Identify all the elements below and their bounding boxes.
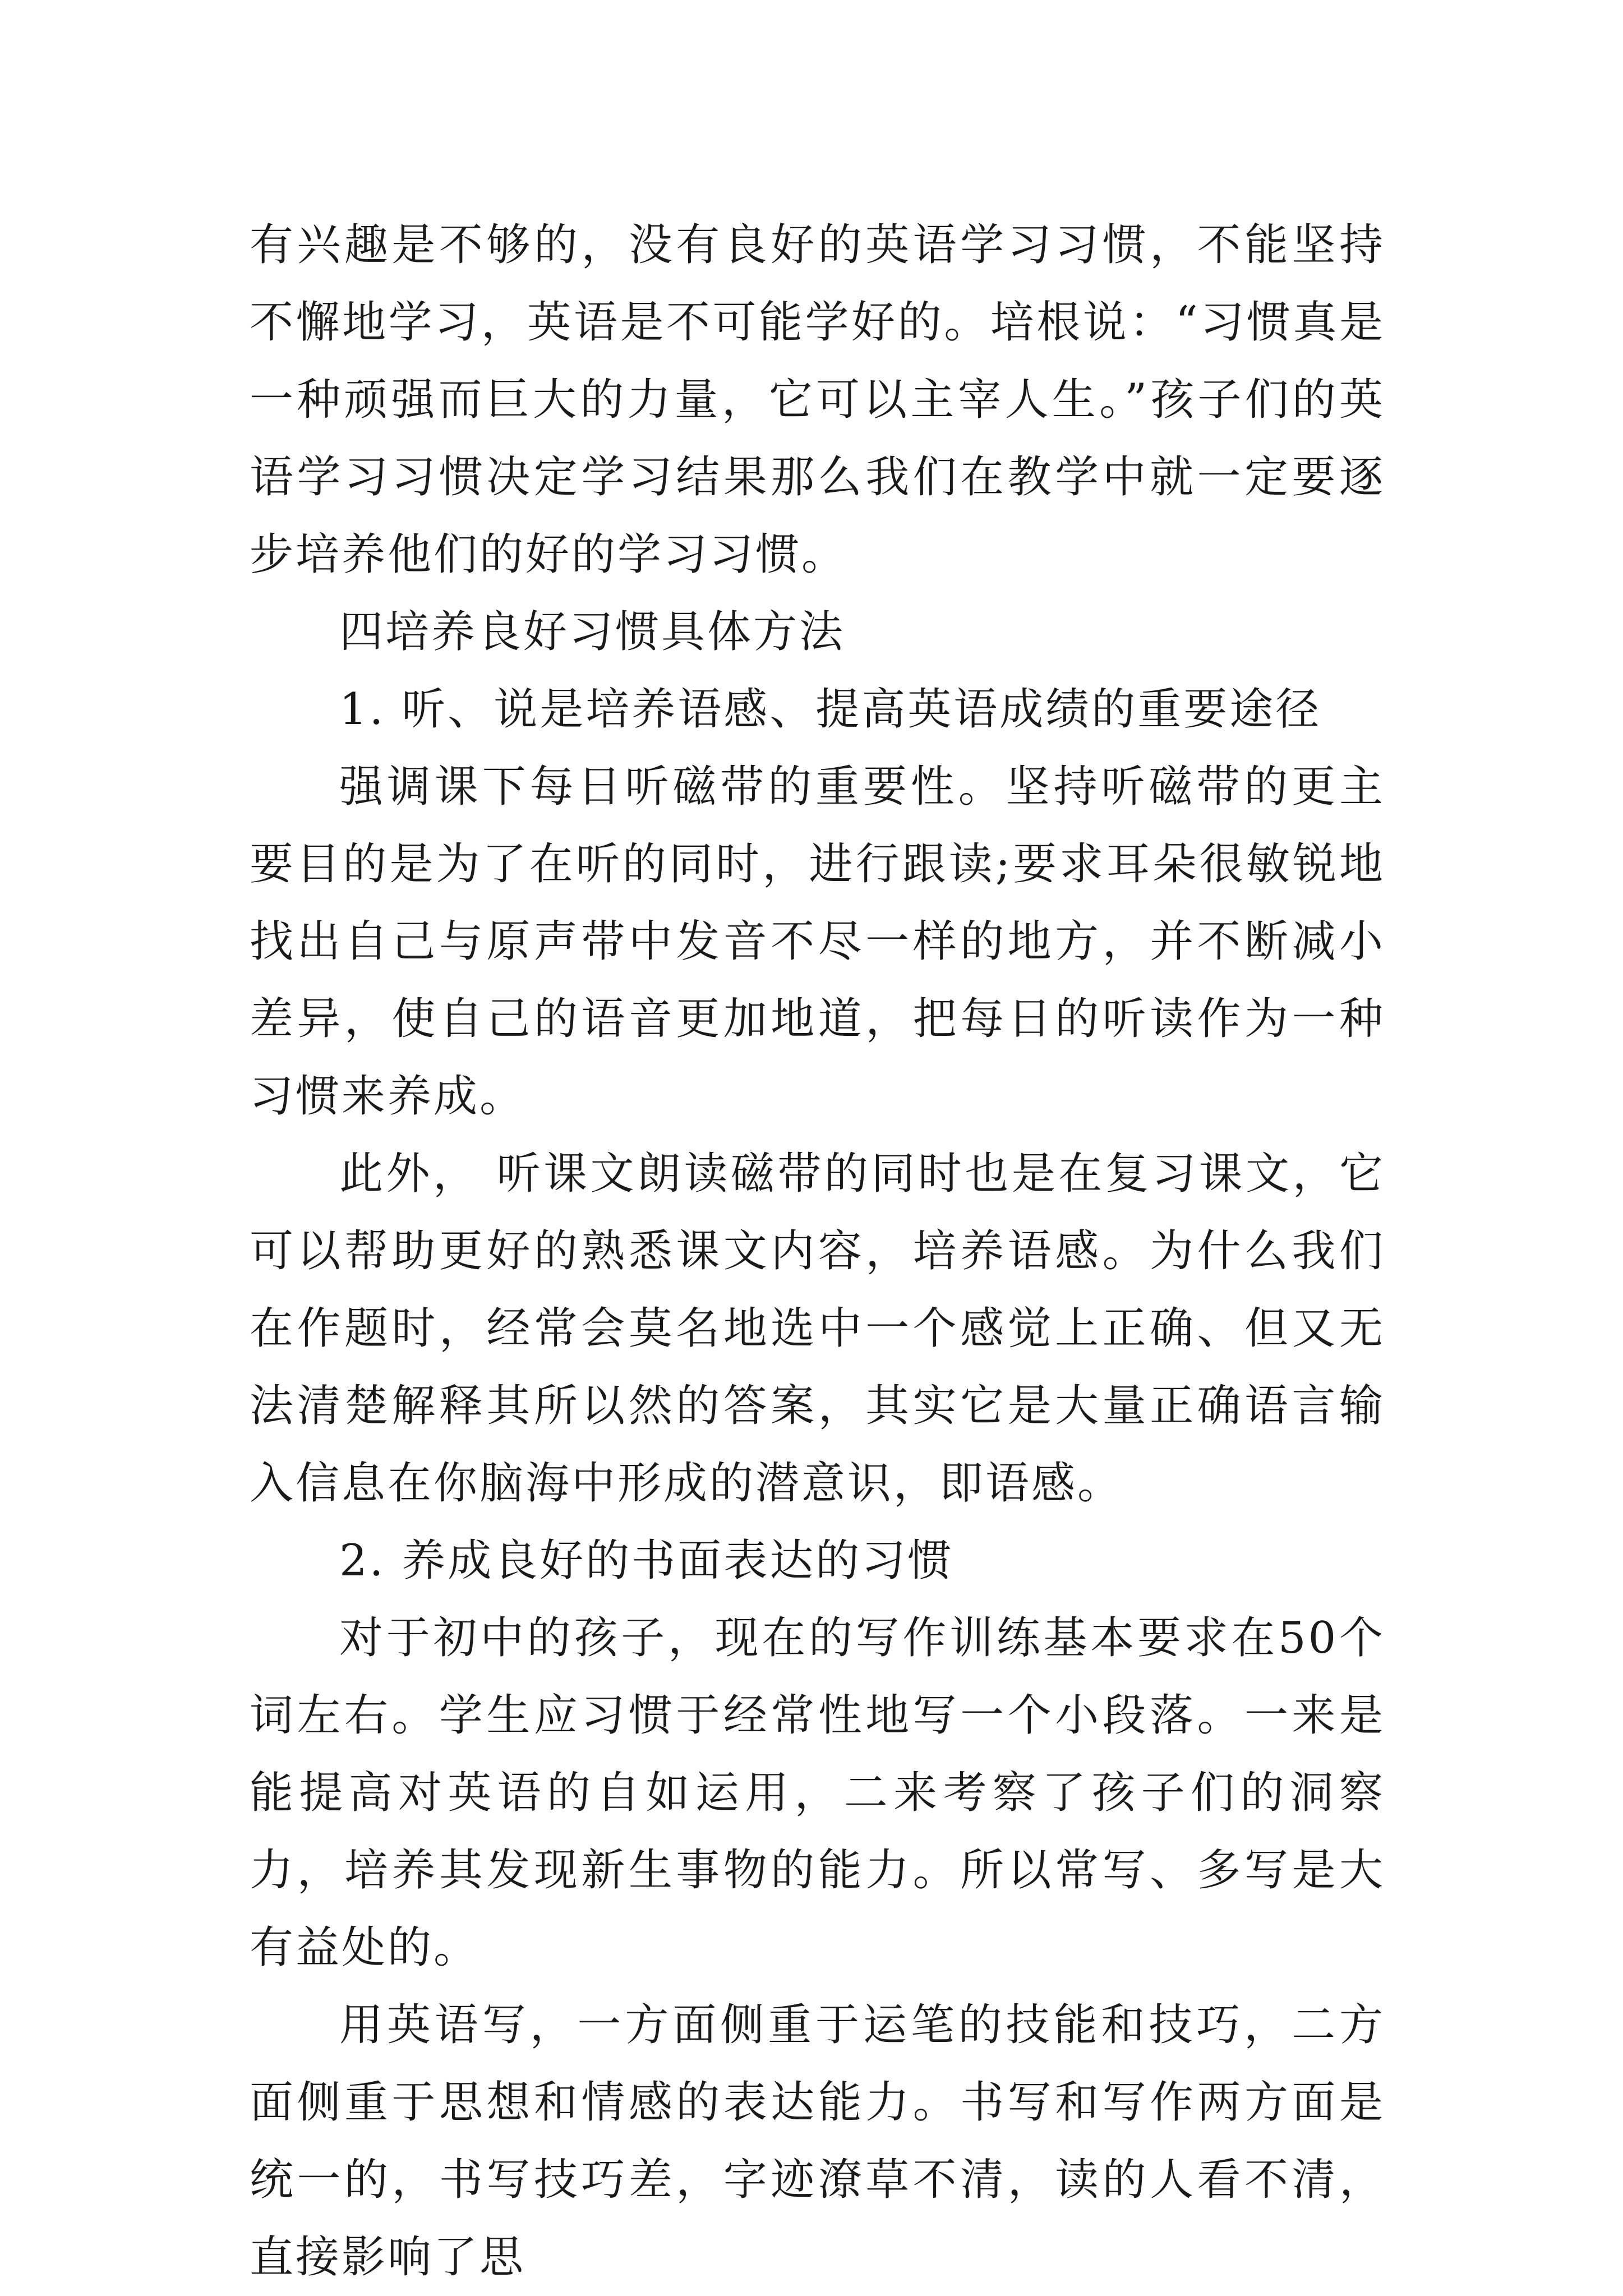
paragraph: 强调课下每日听磁带的重要性。坚持听磁带的更主要目的是为了在听的同时，进行跟读;要求耳朵很敏锐地找出自己与原声带中发音不尽一样的地方，并不断减小差异，使自己的语音更加地道，把每日的听读作为一种习惯来养成。 [250,762,1385,1122]
paragraph: 此外， 听课文朗读磁带的同时也是在复习课文，它可以帮助更好的熟悉课文内容，培养语感。为什么我们在作题时，经常会莫名地选中一个感觉上正确、但又无法清楚解释其所以然的答案，其实它是大量正确语言输入信息在你脑海中形成的潜意识，即语感。 [250,1149,1385,1509]
subheading: 1. 听、说是培养语感、提高英语成绩的重要途径 [339,684,1322,735]
subheading: 2. 养成良好的书面表达的习惯 [339,1536,954,1586]
paragraph: 对于初中的孩子，现在的写作训练基本要求在50个词左右。学生应习惯于经常性地写一个小段落。一来是能提高对英语的自如运用，二来考察了孩子们的洞察力，培养其发现新生事物的能力。所以常写、多写是大有益处的。 [250,1613,1385,1973]
section-heading: 四培养良好习惯具体方法 [339,607,846,657]
paragraph: 有兴趣是不够的，没有良好的英语学习习惯，不能坚持不懈地学习，英语是不可能学好的。培根说：“习惯真是一种顽强而巨大的力量，它可以主宰人生。”孩子们的英语学习习惯决定学习结果那么我们在教学中就一定要逐步培养他们的好的学习习惯。 [250,220,1385,580]
paragraph: 用英语写，一方面侧重于运笔的技能和技巧，二方面侧重于思想和情感的表达能力。书写和写作两方面是统一的，书写技巧差，字迹潦草不清，读的人看不清，直接影响了思 [250,2000,1385,2283]
body-text [250,206,1385,2296]
